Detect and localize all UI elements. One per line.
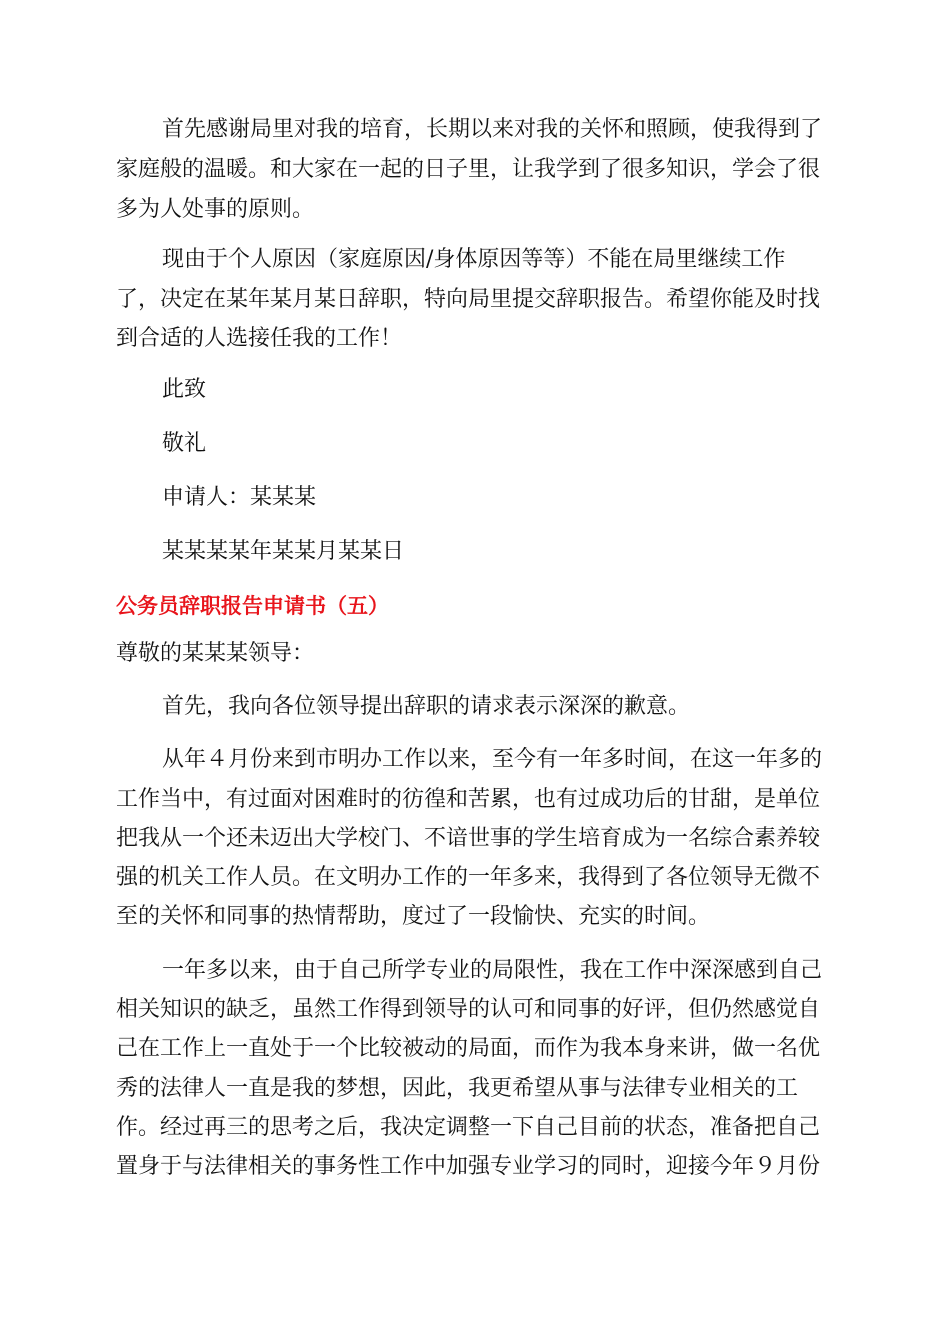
paragraph-4-line-2: 工作当中，有过面对困难时的彷徨和苦累，也有过成功后的甘甜，是单位 bbox=[116, 787, 821, 812]
paragraph-3-line-1: 首先，我向各位领导提出辞职的请求表示深深的歉意。 bbox=[162, 694, 691, 719]
paragraph-1-line-3: 多为人处事的原则。 bbox=[116, 197, 315, 222]
closing-ci-zhi: 此致 bbox=[162, 377, 207, 402]
paragraph-1-line-1: 首先感谢局里对我的培育，长期以来对我的关怀和照顾，使我得到了 bbox=[162, 117, 823, 142]
paragraph-5-line-2: 相关知识的缺乏，虽然工作得到领导的认可和同事的好评，但仍然感觉自 bbox=[116, 997, 821, 1022]
paragraph-5-line-3: 己在工作上一直处于一个比较被动的局面，而作为我本身来讲，做一名优 bbox=[116, 1036, 821, 1061]
paragraph-2-line-3: 到合适的人选接任我的工作！ bbox=[116, 326, 403, 351]
paragraph-1-line-2: 家庭般的温暖。和大家在一起的日子里，让我学到了很多知识，学会了很 bbox=[116, 157, 821, 182]
applicant-line: 申请人：某某某 bbox=[162, 485, 317, 510]
paragraph-5-line-5: 作。经过再三的思考之后，我决定调整一下自己目前的状态，准备把自己 bbox=[116, 1115, 821, 1140]
paragraph-5-line-4: 秀的法律人一直是我的梦想，因此，我更希望从事与法律专业相关的工 bbox=[116, 1076, 799, 1101]
paragraph-4-line-1: 从年４月份来到市明办工作以来，至今有一年多时间，在这一年多的 bbox=[162, 747, 823, 772]
paragraph-5-line-6: 置身于与法律相关的事务性工作中加强专业学习的同时，迎接今年９月份 bbox=[116, 1154, 821, 1179]
salutation: 尊敬的某某某领导： bbox=[116, 641, 315, 666]
closing-jing-li: 敬礼 bbox=[162, 431, 207, 456]
paragraph-4-line-3: 把我从一个还未迈出大学校门、不谙世事的学生培育成为一名综合素养较 bbox=[116, 826, 821, 851]
paragraph-4-line-5: 至的关怀和同事的热情帮助，度过了一段愉快、充实的时间。 bbox=[116, 904, 711, 929]
paragraph-5-line-1: 一年多以来，由于自己所学专业的局限性，我在工作中深深感到自己 bbox=[162, 958, 823, 983]
section-title: 公务员辞职报告申请书（五） bbox=[116, 594, 389, 618]
paragraph-4-line-4: 强的机关工作人员。在文明办工作的一年多来，我得到了各位领导无微不 bbox=[116, 865, 821, 890]
date-line: 某某某某年某某月某某日 bbox=[162, 539, 405, 564]
paragraph-2-line-2: 了，决定在某年某月某日辞职，特向局里提交辞职报告。希望你能及时找 bbox=[116, 287, 821, 312]
paragraph-2-line-1: 现由于个人原因（家庭原因/身体原因等等）不能在局里继续工作 bbox=[162, 247, 786, 272]
